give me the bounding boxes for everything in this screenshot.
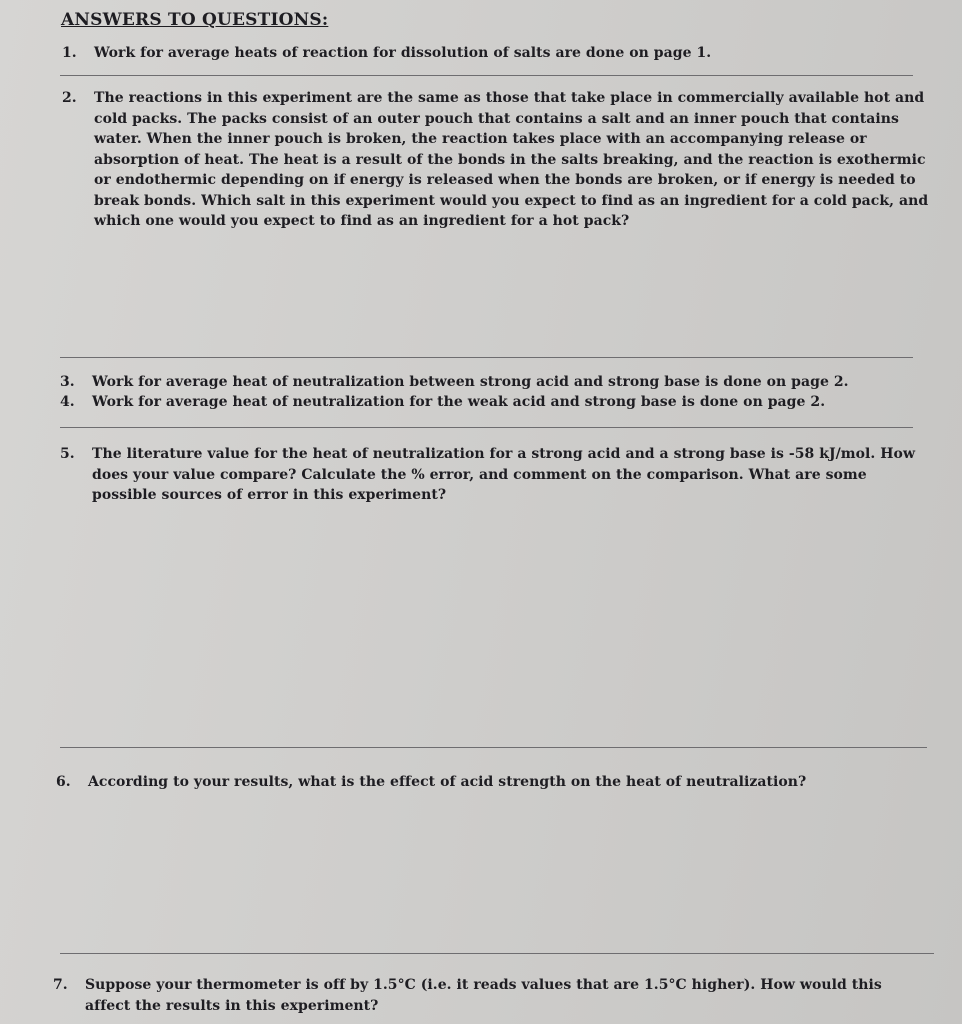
question-number: 2. bbox=[62, 90, 77, 106]
divider-line bbox=[60, 75, 913, 76]
question-2 bbox=[62, 88, 942, 232]
question-number: 4. bbox=[60, 394, 75, 410]
question-number: 1. bbox=[62, 45, 77, 61]
question-1 bbox=[62, 43, 882, 64]
question-text: The literature value for the heat of neutralization for a strong acid and a strong base is -58 kJ/mol. How does your value compare? Calculate the % error, and comment on the comparison. What are some possible sources of error in this experiment? bbox=[92, 446, 916, 503]
question-text: The reactions in this experiment are the same as those that take place in commercially available hot and cold packs. The packs consist of an outer pouch that contains a salt and an inner pouch that contains water. When the inner pouch is broken, the reaction takes place with an accompanying release or absorption of heat. The heat is a result of the bonds in the salts breaking, and the reaction is exothermic or endothermic depending on if energy is released when the bonds are broken, or if energy is needed to break bonds. Which salt in this experiment would you expect to find as an ingredient for a cold pack, and which one would you expect to find as an ingredient for a hot pack? bbox=[94, 90, 929, 229]
question-7 bbox=[53, 975, 913, 1016]
question-text: Suppose your thermometer is off by 1.5°C (i.e. it reads values that are 1.5°C higher). How would this affect the results in this experiment? bbox=[85, 977, 882, 1014]
question-number: 6. bbox=[56, 774, 71, 790]
question-5 bbox=[60, 444, 920, 506]
question-number: 3. bbox=[60, 374, 75, 390]
question-text: Work for average heat of neutralization between strong acid and strong base is done on page 2. bbox=[92, 374, 849, 390]
divider-line bbox=[60, 747, 927, 748]
page-heading: ANSWERS TO QUESTIONS: bbox=[61, 10, 329, 30]
divider-line bbox=[60, 427, 913, 428]
divider-line bbox=[60, 953, 934, 954]
question-text: Work for average heat of neutralization for the weak acid and strong base is done on page 2. bbox=[92, 394, 826, 410]
question-3 bbox=[60, 372, 920, 393]
question-text: Work for average heats of reaction for dissolution of salts are done on page 1. bbox=[94, 45, 712, 61]
divider-line bbox=[60, 357, 913, 358]
question-6 bbox=[56, 772, 926, 793]
question-number: 5. bbox=[60, 446, 75, 462]
question-number: 7. bbox=[53, 977, 68, 993]
question-text: According to your results, what is the effect of acid strength on the heat of neutralization? bbox=[88, 774, 807, 790]
question-4 bbox=[60, 392, 920, 413]
